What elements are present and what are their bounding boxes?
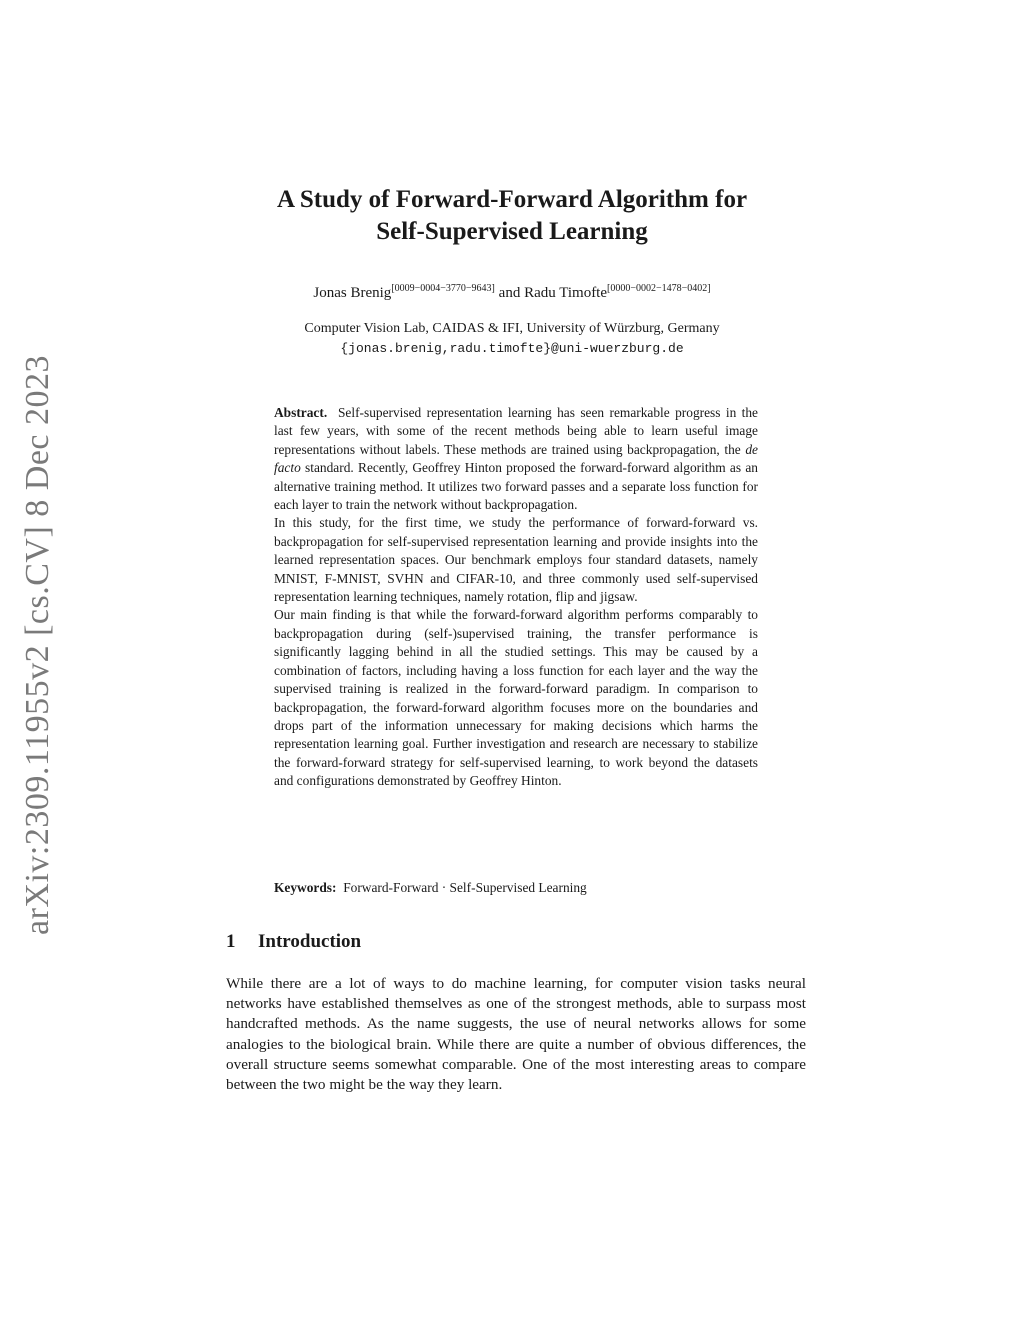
title-line-1: A Study of Forward-Forward Algorithm for [276, 186, 748, 213]
abstract-label: Abstract. [274, 405, 328, 420]
section-title: Introduction [258, 931, 362, 952]
affiliation: Computer Vision Lab, CAIDAS & IFI, University of Würzburg, Germany [304, 321, 720, 336]
author-orcid: [0009−0004−3770−9643] [391, 283, 495, 294]
abstract-text: Self-supervised representation learning has seen remarkable progress in the last few years, with some of the recent methods being able to learn useful image representations without labels. These methods are trained using backpropagation, the [274, 405, 758, 457]
abstract-text: standard. Recently, Geoffrey Hinton proposed the forward-forward algorithm as an alternative training method. It utilizes two forward passes and a separate loss function for each layer to train the network without backpropagation. [274, 460, 758, 513]
abstract [274, 404, 758, 791]
abstract-italic: de facto [274, 441, 758, 476]
keywords [274, 880, 758, 896]
author-name: Jonas Brenig [313, 285, 392, 301]
arxiv-identifier: arXiv:2309.11955v2 [cs.CV] 8 Dec 2023 [19, 354, 56, 936]
email: {jonas.brenig,radu.timofte}@uni-wuerzburg.de [340, 341, 684, 356]
abstract-paragraph-2: In this study, for the first time, we study the performance of forward-forward vs. backpropagation for self-supervised representation learning and provide insights into the learned representation spaces. Our benchmark employs four standard datasets, namely MNIST, F-MNIST, SVHN and CIFAR-10, and three commonly used self-supervised representation learning techniques, namely rotation, flip and jigsaw. [274, 515, 758, 605]
title-line-2: Self-Supervised Learning [376, 218, 648, 245]
author-list [0, 283, 1024, 302]
paper-title [0, 184, 1024, 248]
author-joiner: and [494, 285, 525, 301]
abstract-paragraph-3: Our main finding is that while the forward-forward algorithm performs comparably to backpropagation during (self-)supervised training, the transfer performance is significantly lagging behind in all the studied settings. This may be caused by a combination of factors, including having a loss function for each layer and the way the supervised training is realized in the forward-forward paradigm. In comparison to backpropagation, the forward-forward algorithm focuses more on the boundaries and drops part of the information unnecessary for making decisions which harms the representation learning goal. Further investigation and research are necessary to stabilize the forward-forward strategy for self-supervised learning, to work beyond the datasets and configurations demonstrated by Geoffrey Hinton. [274, 607, 758, 789]
section-heading [226, 931, 361, 953]
keywords-label: Keywords: [274, 880, 337, 895]
abstract-paragraph-1 [274, 404, 758, 514]
section-number: 1 [226, 931, 236, 952]
affiliation-block [0, 319, 1024, 359]
keywords-text: Forward-Forward · Self-Supervised Learning [343, 880, 587, 895]
author-orcid: [0000−0002−1478−0402] [607, 283, 711, 294]
author-name: Radu Timofte [524, 285, 608, 301]
section-body: While there are a lot of ways to do machine learning, for computer vision tasks neural networks have established themselves as one of the strongest methods, able to surpass most handcrafted methods. As the name suggests, the use of neural networks allows for some analogies to the biological brain. While there are quite a number of obvious differences, the overall structure seems somewhat comparable. One of the most interesting areas to compare between the two might be the way they learn. [226, 975, 806, 1094]
arxiv-side-stamp [10, 354, 66, 936]
